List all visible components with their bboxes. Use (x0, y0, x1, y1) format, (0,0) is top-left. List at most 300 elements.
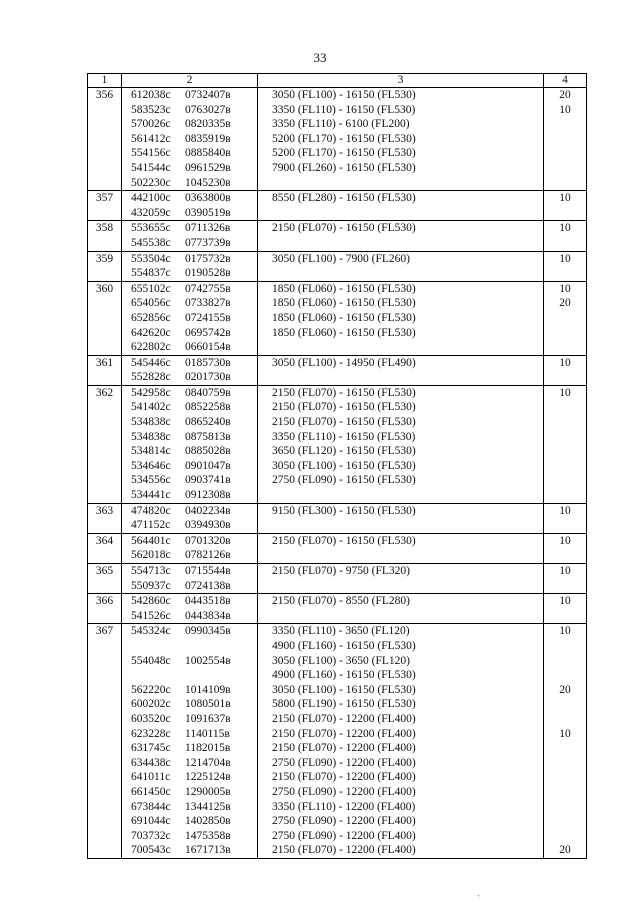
value-entry (544, 132, 586, 147)
longitude-value: 0961529в (185, 161, 231, 174)
value-entry: 10 (559, 252, 571, 265)
coordinate-pair (122, 756, 257, 771)
latitude-value: 655102с (131, 282, 171, 295)
latitude-value: 631745с (131, 742, 171, 755)
longitude-value: 0885028в (185, 445, 231, 458)
value-entry (544, 459, 586, 474)
value-cell (544, 221, 587, 251)
value-entry (544, 326, 586, 341)
longitude-value: 1091637в (185, 712, 231, 725)
table-row (88, 191, 587, 221)
coordinate-pair (122, 548, 257, 563)
pen-tick-mark: ˏ (477, 886, 481, 897)
latitude-value: 534838с (131, 430, 171, 443)
altitude-range: 2750 (FL090) - 16150 (FL530) (272, 474, 416, 487)
coordinate-pair (122, 311, 257, 326)
altitude-range-cell (258, 355, 544, 385)
value-entry (544, 161, 586, 176)
longitude-value: 0742755в (185, 282, 231, 295)
latitude-value: 600202с (131, 698, 171, 711)
longitude-value: 0733827в (185, 297, 231, 310)
row-number-cell (88, 385, 122, 503)
altitude-range: 5800 (FL190) - 16150 (FL530) (272, 698, 416, 711)
value-cell (544, 251, 587, 281)
latitude-value: 642620с (131, 326, 171, 339)
latitude-value: 700543с (131, 844, 171, 857)
latitude-value: 471152с (131, 519, 171, 532)
row-number: 356 (95, 89, 114, 101)
value-entry (544, 311, 586, 326)
coordinate-pair (122, 459, 257, 474)
altitude-range: 4900 (FL160) - 16150 (FL530) (272, 669, 416, 682)
value-cell (544, 564, 587, 594)
value-entry (544, 146, 586, 161)
altitude-range: 2150 (FL070) - 16150 (FL530) (272, 401, 416, 414)
altitude-range: 4900 (FL160) - 16150 (FL530) (272, 639, 416, 652)
latitude-value: 542958с (131, 386, 171, 399)
altitude-range: 3050 (FL100) - 16150 (FL530) (272, 89, 416, 101)
table-row (88, 533, 587, 563)
latitude-value: 545324с (131, 625, 171, 638)
latitude-value: 564401с (131, 534, 171, 547)
coordinate-pair (122, 415, 257, 430)
coordinate-pair (122, 161, 257, 176)
longitude-value: 1475358в (185, 829, 231, 842)
coordinate-pair (122, 594, 257, 609)
longitude-value: 0840759в (185, 386, 231, 399)
latitude-value: 623228с (131, 727, 171, 740)
row-number-cell (88, 533, 122, 563)
coordinate-pair (122, 639, 257, 654)
coordinate-pair (122, 785, 257, 800)
altitude-range (258, 176, 543, 191)
value-entry (544, 370, 586, 385)
coordinate-pair (122, 829, 257, 844)
row-number-cell (88, 88, 122, 191)
altitude-range (258, 548, 543, 563)
altitude-range-cell (258, 281, 544, 355)
latitude-value: 561412с (131, 132, 171, 145)
value-entry (544, 236, 586, 251)
longitude-value: 0782126в (185, 549, 231, 562)
table-body (88, 88, 587, 859)
coordinate-pair (122, 221, 257, 236)
coordinate-pair (122, 117, 257, 132)
latitude-value: 442100с (131, 192, 171, 205)
altitude-range: 2150 (FL070) - 12200 (FL400) (272, 742, 416, 755)
coordinate-pair (122, 564, 257, 579)
value-cell (544, 624, 587, 859)
table-row (88, 281, 587, 355)
row-number: 362 (95, 386, 114, 399)
coordinates-cell (122, 533, 258, 563)
row-number: 366 (95, 595, 114, 608)
longitude-value: 0394930в (185, 519, 231, 532)
altitude-range: 2150 (FL070) - 12200 (FL400) (272, 727, 416, 740)
longitude-value: 1671713в (185, 844, 231, 857)
value-cell (544, 191, 587, 221)
coordinate-pair (122, 579, 257, 594)
coordinate-pair (122, 712, 257, 727)
coordinate-pair (122, 191, 257, 206)
altitude-range (258, 518, 543, 533)
altitude-range (258, 266, 543, 281)
longitude-value: 1014109в (185, 683, 231, 696)
longitude-value: 0763027в (185, 103, 231, 116)
latitude-value: 652856с (131, 311, 171, 324)
row-number: 365 (95, 565, 114, 577)
altitude-range (258, 370, 543, 385)
latitude-value: 542860с (131, 595, 171, 608)
altitude-range: 1850 (FL060) - 16150 (FL530) (272, 282, 416, 295)
latitude-value: 550937с (131, 579, 171, 592)
altitude-range: 3350 (FL110) - 12200 (FL400) (272, 800, 416, 813)
coordinate-pair (122, 132, 257, 147)
longitude-value: 0715544в (185, 565, 231, 577)
value-entry (544, 176, 586, 191)
value-cell (544, 385, 587, 503)
altitude-range: 2150 (FL070) - 16150 (FL530) (272, 416, 416, 429)
altitude-range: 5200 (FL170) - 16150 (FL530) (272, 147, 416, 160)
longitude-value: 0852258в (185, 401, 231, 414)
latitude-value: 474820с (131, 504, 171, 517)
coordinate-pair (122, 146, 257, 161)
coordinate-pair (122, 843, 257, 858)
value-entry: 10 (559, 386, 571, 399)
coordinates-cell (122, 281, 258, 355)
coordinate-pair (122, 534, 257, 549)
latitude-value: 534646с (131, 459, 171, 472)
latitude-value: 553504с (131, 252, 171, 265)
altitude-range: 2750 (FL090) - 12200 (FL400) (272, 756, 416, 769)
altitude-range (258, 340, 543, 355)
longitude-value: 1344125в (185, 800, 231, 813)
latitude-value: 622802с (131, 341, 171, 354)
coordinates-cell (122, 594, 258, 624)
altitude-range: 5200 (FL170) - 16150 (FL530) (272, 132, 416, 145)
value-entry (544, 579, 586, 594)
coordinate-pair (122, 103, 257, 118)
coordinate-pair (122, 356, 257, 371)
coordinate-pair (122, 326, 257, 341)
row-number: 360 (95, 282, 114, 295)
value-entry: 10 (559, 727, 571, 740)
altitude-range: 2750 (FL090) - 12200 (FL400) (272, 785, 416, 798)
latitude-value: 654056с (131, 297, 171, 310)
latitude-value: 612038с (131, 89, 171, 101)
row-number-cell (88, 624, 122, 859)
coordinate-pair (122, 444, 257, 459)
coordinate-pair (122, 727, 257, 742)
row-number-cell (88, 503, 122, 533)
value-entry (544, 473, 586, 488)
coordinate-pair (122, 296, 257, 311)
altitude-range-cell (258, 624, 544, 859)
longitude-value: 0701320в (185, 534, 231, 547)
coordinate-pair (122, 370, 257, 385)
coordinate-pair (122, 697, 257, 712)
altitude-range: 3350 (FL110) - 6100 (FL200) (272, 118, 410, 131)
altitude-range: 1850 (FL060) - 16150 (FL530) (272, 311, 416, 324)
longitude-value: 0732407в (185, 89, 231, 101)
coordinate-pair (122, 386, 257, 401)
altitude-range-cell (258, 564, 544, 594)
value-entry: 20 (559, 297, 571, 310)
longitude-value: 1214704в (185, 756, 231, 769)
coordinate-pair (122, 252, 257, 267)
coordinate-pair (122, 400, 257, 415)
coordinate-pair (122, 266, 257, 281)
latitude-value: 545538с (131, 236, 171, 249)
longitude-value: 0175732в (185, 252, 231, 265)
value-entry (544, 548, 586, 563)
coordinate-pair (122, 800, 257, 815)
altitude-range-cell (258, 533, 544, 563)
value-entry (544, 741, 586, 756)
value-entry (544, 712, 586, 727)
longitude-value: 0695742в (185, 326, 231, 339)
longitude-value: 1045230в (185, 176, 231, 189)
longitude-value: 0875813в (185, 430, 231, 443)
coordinates-cell (122, 191, 258, 221)
value-entry (544, 117, 586, 132)
table-row (88, 503, 587, 533)
latitude-value: 432059с (131, 206, 171, 219)
altitude-range (258, 609, 543, 624)
latitude-value: 541526с (131, 609, 171, 622)
latitude-value: 583523с (131, 103, 171, 116)
row-number: 367 (95, 625, 114, 638)
longitude-value: 0820335в (185, 118, 231, 131)
latitude-value: 554713с (131, 565, 171, 577)
altitude-range: 2150 (FL070) - 12200 (FL400) (272, 771, 416, 784)
longitude-value: 0201730в (185, 371, 231, 384)
value-cell (544, 88, 587, 191)
altitude-range: 9150 (FL300) - 16150 (FL530) (272, 504, 416, 517)
value-entry (544, 756, 586, 771)
row-number-cell (88, 221, 122, 251)
table-row (88, 624, 587, 859)
value-entry (544, 444, 586, 459)
row-number-cell (88, 564, 122, 594)
value-entry (544, 814, 586, 829)
latitude-value: 554048с (131, 654, 171, 667)
longitude-value: 0443518в (185, 595, 231, 608)
value-entry (544, 340, 586, 355)
value-entry (544, 697, 586, 712)
coordinate-pair (122, 683, 257, 698)
latitude-value: 554837с (131, 267, 171, 280)
latitude-value: 502230с (131, 176, 171, 189)
latitude-value: 554156с (131, 147, 171, 160)
table-row (88, 251, 587, 281)
value-cell (544, 594, 587, 624)
longitude-value: 1140115в (185, 727, 230, 740)
value-entry: 10 (559, 625, 571, 638)
latitude-value: 541402с (131, 401, 171, 414)
value-entry (544, 668, 586, 683)
value-entry: 20 (559, 89, 571, 101)
row-number-cell (88, 191, 122, 221)
coordinate-pair (122, 206, 257, 221)
latitude-value: 570026с (131, 118, 171, 131)
longitude-value: 0835919в (185, 132, 231, 145)
value-entry: 10 (559, 282, 571, 295)
altitude-range: 2150 (FL070) - 16150 (FL530) (272, 222, 416, 235)
row-number: 358 (95, 222, 114, 235)
longitude-value: 1290005в (185, 785, 231, 798)
coordinate-pair (122, 654, 257, 669)
table-row (88, 564, 587, 594)
altitude-range-cell (258, 88, 544, 191)
altitude-range: 2150 (FL070) - 9750 (FL320) (272, 565, 410, 577)
altitude-range: 1850 (FL060) - 16150 (FL530) (272, 326, 416, 339)
altitude-range: 3350 (FL110) - 16150 (FL530) (272, 430, 416, 443)
altitude-range: 2150 (FL070) - 12200 (FL400) (272, 844, 416, 857)
value-entry (544, 266, 586, 281)
coordinates-cell (122, 251, 258, 281)
altitude-range-cell (258, 251, 544, 281)
longitude-value: 0443834в (185, 609, 231, 622)
latitude-value: 553655с (131, 222, 171, 235)
latitude-value: 641011с (131, 771, 171, 784)
coordinate-pair (122, 518, 257, 533)
latitude-value: 534441с (131, 489, 171, 502)
column-header-3: 3 (258, 74, 544, 88)
table-row (88, 221, 587, 251)
longitude-value: 1080501в (185, 698, 231, 711)
page-number: 33 (313, 50, 327, 65)
altitude-range-cell (258, 385, 544, 503)
value-entry: 10 (559, 595, 571, 608)
altitude-range: 3050 (FL100) - 16150 (FL530) (272, 459, 416, 472)
coordinate-pair (122, 814, 257, 829)
coordinates-cell (122, 221, 258, 251)
row-number-cell (88, 281, 122, 355)
coordinates-cell (122, 355, 258, 385)
longitude-value: 0773739в (185, 236, 231, 249)
longitude-value: 1402850в (185, 815, 231, 828)
longitude-value: 0363800в (185, 192, 231, 205)
value-entry: 10 (559, 534, 571, 547)
value-cell (544, 281, 587, 355)
coordinate-pair (122, 282, 257, 297)
longitude-value: 1002554в (185, 654, 231, 667)
longitude-value: 0660154в (185, 341, 231, 354)
altitude-range: 3050 (FL100) - 3650 (FL120) (272, 654, 410, 667)
longitude-value: 0390519в (185, 206, 231, 219)
value-entry (544, 400, 586, 415)
coordinates-cell (122, 503, 258, 533)
row-number-cell (88, 251, 122, 281)
altitude-range: 1850 (FL060) - 16150 (FL530) (272, 297, 416, 310)
value-entry (544, 415, 586, 430)
latitude-value: 534814с (131, 445, 171, 458)
latitude-value: 534556с (131, 474, 171, 487)
coordinate-pair (122, 741, 257, 756)
latitude-value: 541544с (131, 161, 171, 174)
coordinate-pair (122, 504, 257, 519)
altitude-range: 3650 (FL120) - 16150 (FL530) (272, 445, 416, 458)
longitude-value: 0901047в (185, 459, 231, 472)
table-header-row (88, 74, 587, 88)
altitude-range: 3350 (FL110) - 3650 (FL120) (272, 625, 410, 638)
altitude-range: 2150 (FL070) - 16150 (FL530) (272, 534, 416, 547)
value-entry (544, 829, 586, 844)
value-entry (544, 785, 586, 800)
value-entry: 20 (559, 683, 571, 696)
altitude-range-cell (258, 594, 544, 624)
altitude-range-cell (258, 191, 544, 221)
longitude-value: 0724155в (185, 311, 231, 324)
value-entry (544, 206, 586, 221)
coordinate-pair (122, 236, 257, 251)
longitude-value: 0865240в (185, 416, 231, 429)
coordinate-pair (122, 488, 257, 503)
table-row (88, 594, 587, 624)
value-cell (544, 503, 587, 533)
altitude-range: 2150 (FL070) - 12200 (FL400) (272, 712, 416, 725)
latitude-value: 703732с (131, 829, 171, 842)
longitude-value: 0990345в (185, 625, 231, 638)
row-number-cell (88, 355, 122, 385)
coordinate-pair (122, 624, 257, 639)
altitude-range (258, 488, 543, 503)
longitude-value: 0885840в (185, 147, 231, 160)
latitude-value: 691044с (131, 815, 171, 828)
value-entry: 10 (559, 192, 571, 205)
value-entry (544, 430, 586, 445)
altitude-range (258, 579, 543, 594)
value-entry: 10 (559, 504, 571, 517)
altitude-range: 3050 (FL100) - 16150 (FL530) (272, 683, 416, 696)
value-entry (544, 639, 586, 654)
coordinates-cell (122, 564, 258, 594)
altitude-range: 7900 (FL260) - 16150 (FL530) (272, 161, 416, 174)
value-entry: 10 (559, 356, 571, 369)
column-header-1: 1 (88, 74, 122, 88)
value-entry: 10 (559, 565, 571, 577)
altitude-range: 3050 (FL100) - 14950 (FL490) (272, 356, 416, 369)
latitude-value: 545446с (131, 356, 171, 369)
value-entry (544, 770, 586, 785)
coordinate-pair (122, 88, 257, 103)
altitude-range (258, 206, 543, 221)
value-cell (544, 355, 587, 385)
value-entry (544, 488, 586, 503)
column-header-4: 4 (544, 74, 587, 88)
longitude-value: 1225124в (185, 771, 231, 784)
coordinates-cell (122, 624, 258, 859)
row-number: 364 (95, 534, 114, 547)
coordinate-pair (122, 770, 257, 785)
longitude-value: 1182015в (185, 742, 231, 755)
value-entry: 20 (559, 844, 571, 857)
row-number: 357 (95, 192, 114, 205)
longitude-value: 0402234в (185, 504, 231, 517)
altitude-range: 8550 (FL280) - 16150 (FL530) (272, 192, 416, 205)
altitude-range: 2750 (FL090) - 12200 (FL400) (272, 829, 416, 842)
value-entry: 10 (559, 222, 571, 235)
row-number: 363 (95, 504, 114, 517)
altitude-range: 2750 (FL090) - 12200 (FL400) (272, 815, 416, 828)
latitude-value: 562220с (131, 683, 171, 696)
latitude-value: 534838с (131, 416, 171, 429)
table-row (88, 385, 587, 503)
latitude-value: 673844с (131, 800, 171, 813)
altitude-range: 2150 (FL070) - 16150 (FL530) (272, 386, 416, 399)
longitude-value: 0724138в (185, 579, 231, 592)
